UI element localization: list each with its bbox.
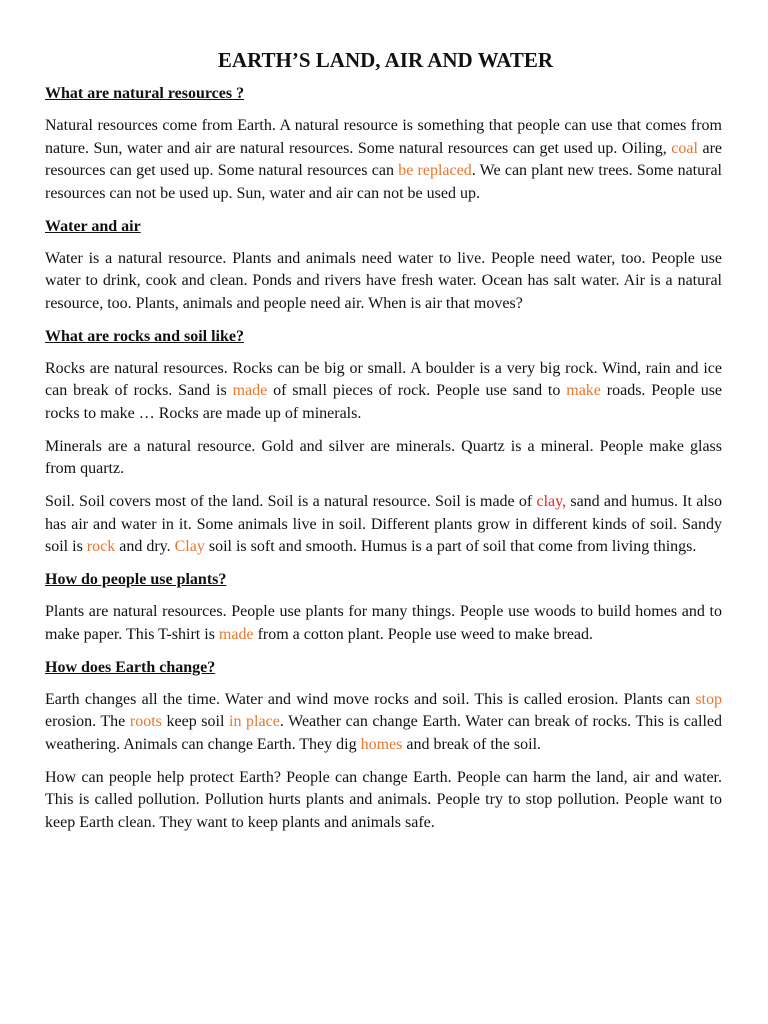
paragraph <box>45 491 722 559</box>
text-run: Earth changes all the time. Water and wind move rocks and soil. This is called erosion. Plants can <box>45 690 696 708</box>
text-run: roads. People use rocks to make … Rocks are made up of minerals. <box>45 382 723 422</box>
text-run: Natural resources come from Earth. A natural resource is something that people can use that comes from nature. Sun, water and air are natural resources. Some natural resources can get used up. Oiling, <box>45 117 722 157</box>
paragraph <box>45 689 722 757</box>
text-run: sand and humus. It also has air and water in it. Some animals live in soil. Different plants grow in different kinds of soil. Sandy soil is <box>45 493 722 555</box>
text-run: are resources can get used up. Some natural resources can <box>45 139 723 179</box>
highlighted-word: coal <box>671 139 698 157</box>
text-run: . We can plant new trees. Some natural resources can not be used up. Sun, water and air can not be used up. <box>45 162 722 202</box>
section-heading: What are natural resources ? <box>45 85 245 102</box>
highlighted-word: clay, <box>536 493 567 510</box>
text-run: from a cotton plant. People use weed to make bread. <box>253 625 594 643</box>
paragraph <box>45 601 722 646</box>
document-page <box>45 46 722 845</box>
paragraph <box>45 767 722 835</box>
text-run: of small pieces of rock. People use sand to <box>267 382 567 399</box>
highlighted-word: homes <box>360 735 403 753</box>
text-run: and break of the soil. <box>402 735 542 753</box>
text-run: and dry. <box>115 538 175 555</box>
text-run: soil is soft and smooth. Humus is a part of soil that come from living things. <box>204 538 697 555</box>
text-run: keep soil <box>161 713 230 730</box>
paragraph <box>45 436 722 481</box>
highlighted-word: make <box>566 382 601 399</box>
section-heading: What are rocks and soil like? <box>45 327 244 345</box>
highlighted-word: made <box>218 625 254 643</box>
section-heading: Water and air <box>45 217 141 235</box>
highlighted-word: Clay <box>174 538 205 555</box>
text-run: . Weather can change Earth. Water can break of rocks. This is called weathering. Animals can change Earth. They dig <box>45 713 723 753</box>
document-body <box>45 83 722 834</box>
section-heading: How does Earth change? <box>45 658 216 676</box>
text-run: Soil. Soil covers most of the land. Soil is a natural resource. Soil is made of <box>45 493 537 510</box>
highlighted-word: made <box>232 382 268 399</box>
text-run: Plants are natural resources. People use plants for many things. People use woods to build homes and to make paper. This T-shirt is <box>45 603 722 643</box>
document-title: EARTH’S LAND, AIR AND WATER <box>217 48 554 72</box>
text-run: Rocks are natural resources. Rocks can be big or small. A boulder is a very big rock. Wind, rain and ice can break of rocks. Sand is <box>45 359 722 399</box>
paragraph <box>45 358 722 426</box>
text-run: erosion. The <box>45 713 130 730</box>
highlighted-word: roots <box>129 713 162 730</box>
highlighted-word: rock <box>86 538 116 555</box>
highlighted-word: stop <box>695 690 722 708</box>
paragraph <box>45 115 722 205</box>
text-run: Minerals are a natural resource. Gold and silver are minerals. Quartz is a mineral. People make glass from quartz. <box>45 437 722 477</box>
highlighted-word: in place <box>229 713 280 730</box>
section-heading: How do people use plants? <box>45 571 227 588</box>
paragraph <box>45 248 722 316</box>
text-run: How can people help protect Earth? People can change Earth. People can harm the land, air and water. This is called pollution. Pollution hurts plants and animals. People try to stop pollution. People want to keep Earth clean. They want to keep plants and animals safe. <box>45 768 722 831</box>
text-run: Water is a natural resource. Plants and animals need water to live. People need water, too. People use water to drink, cook and clean. Ponds and rivers have fresh water. Ocean has salt water. Air is a natural resource, too. Plants, animals and people need air. When is air that moves? <box>45 249 722 312</box>
highlighted-word: be replaced <box>398 162 472 179</box>
